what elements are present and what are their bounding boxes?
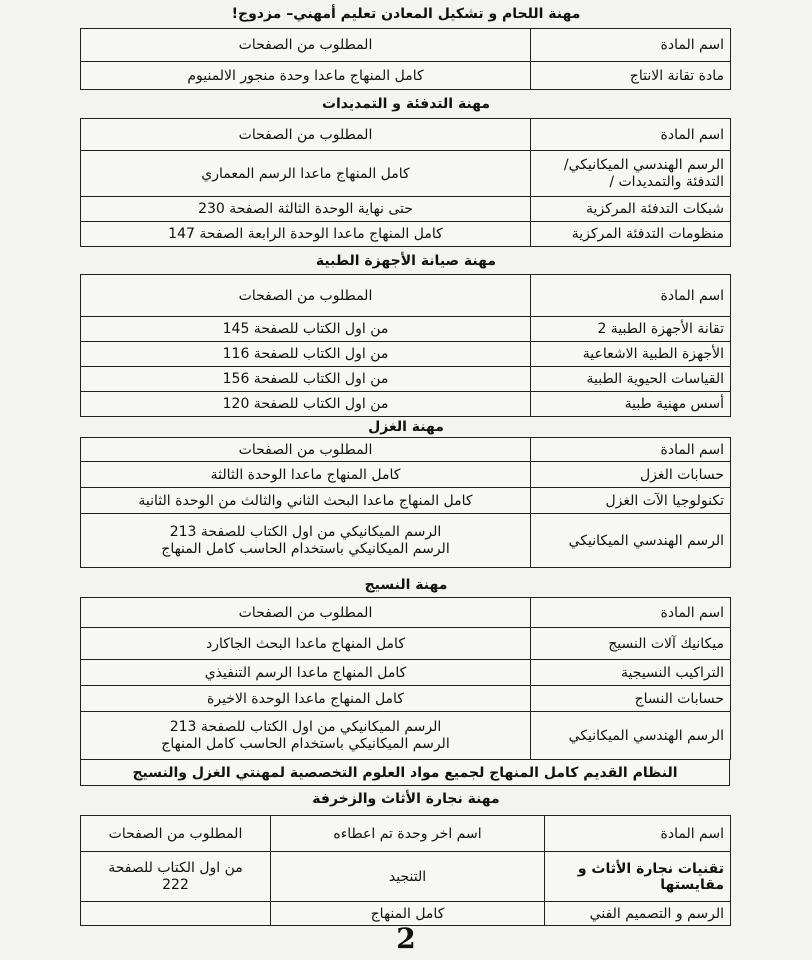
- table-row: [81, 392, 731, 417]
- header-required: المطلوب من الصفحات: [81, 598, 531, 628]
- header-last-unit: اسم اخر وحدة تم اعطاءه: [271, 816, 545, 852]
- subject-cell: تقانة الأجهزة الطبية 2: [531, 317, 731, 342]
- subject-cell: حسابات النساج: [531, 686, 731, 712]
- table-row: [81, 197, 731, 222]
- table-row: [81, 367, 731, 392]
- header-subject: اسم المادة: [545, 816, 731, 852]
- table-header-row: [81, 275, 731, 317]
- header-required: المطلوب من الصفحات: [81, 438, 531, 462]
- header-subject: اسم المادة: [531, 275, 731, 317]
- required-cell: حتى نهاية الوحدة الثالثة الصفحة 230: [81, 197, 531, 222]
- header-required: المطلوب من الصفحات: [81, 275, 531, 317]
- required-cell: من اول الكتاب للصفحة 116: [81, 342, 531, 367]
- table-header-row: [81, 29, 731, 62]
- header-required: المطلوب من الصفحات: [81, 119, 531, 151]
- subject-cell: الرسم و التصميم الفني: [545, 902, 731, 926]
- required-cell: [81, 712, 531, 760]
- table-row: [81, 462, 731, 488]
- heading-welding: مهنة اللحام و تشكيل المعادن تعليم أمهني– مزدوج!: [231, 6, 581, 22]
- table-row: [81, 852, 731, 902]
- subject-cell: القياسات الحيوية الطبية: [531, 367, 731, 392]
- subject-cell: الرسم الهندسي الميكانيكي: [531, 712, 731, 760]
- table-row: [81, 342, 731, 367]
- header-required: المطلوب من الصفحات: [81, 29, 531, 62]
- required-line: الرسم الميكانيكي باستخدام الحاسب كامل المنهاج: [161, 735, 450, 752]
- header-subject: اسم المادة: [531, 29, 731, 62]
- subject-cell: حسابات الغزل: [531, 462, 731, 488]
- table-welding: [80, 28, 731, 90]
- required-cell: كامل المنهاج ماعدا الوحدة الثالثة: [81, 462, 531, 488]
- required-cell: كامل المنهاج ماعدا الرسم المعماري: [81, 151, 531, 197]
- table-row: [81, 660, 731, 686]
- required-line: الرسم الميكانيكي من اول الكتاب للصفحة 213: [169, 718, 442, 735]
- subject-cell: تقنيات نجارة الأثاث و مقايستها: [545, 852, 731, 902]
- table-header-row: [81, 119, 731, 151]
- header-subject: اسم المادة: [531, 119, 731, 151]
- subject-cell: الرسم الهندسي الميكانيكي: [531, 514, 731, 568]
- note-box: [80, 759, 730, 786]
- table-header-row: [81, 438, 731, 462]
- subject-cell: منظومات التدفئة المركزية: [531, 222, 731, 247]
- note-text: النظام القديم كامل المنهاج لجميع مواد العلوم التخصصية لمهنتي الغزل والنسيج: [81, 760, 730, 786]
- required-line: من اول الكتاب للصفحة: [108, 859, 243, 876]
- table-spinning: [80, 437, 731, 568]
- required-cell: من اول الكتاب للصفحة 120: [81, 392, 531, 417]
- table-heating: [80, 118, 731, 247]
- table-medical: [80, 274, 731, 417]
- table-header-row: [81, 816, 731, 852]
- heading-medical: مهنة صيانة الأجهزة الطبية: [315, 253, 497, 269]
- table-row: [81, 628, 731, 660]
- required-cell: كامل المنهاج ماعدا البحث الثاني والثالث من الوحدة الثانية: [81, 488, 531, 514]
- heading-weaving: مهنة النسيج: [364, 577, 448, 593]
- header-subject: اسم المادة: [531, 598, 731, 628]
- required-cell: [81, 514, 531, 568]
- table-row: [81, 686, 731, 712]
- last-unit-cell: كامل المنهاج: [271, 902, 545, 926]
- required-cell: كامل المنهاج ماعدا الرسم التنفيذي: [81, 660, 531, 686]
- required-cell: من اول الكتاب للصفحة 145: [81, 317, 531, 342]
- required-cell: كامل المنهاج ماعدا الوحدة الرابعة الصفحة 147: [81, 222, 531, 247]
- subject-cell: مادة تقانة الانتاج: [531, 62, 731, 90]
- table-row: [81, 62, 731, 90]
- subject-cell: أسس مهنية طبية: [531, 392, 731, 417]
- page-number: 2: [396, 922, 416, 955]
- required-cell: كامل المنهاج ماعدا الوحدة الاخيرة: [81, 686, 531, 712]
- subject-line: التدفئة والتمديدات /: [609, 173, 724, 190]
- subject-cell: ميكانيك آلات النسيج: [531, 628, 731, 660]
- subject-line: الرسم الهندسي الميكانيكي/: [563, 156, 724, 173]
- table-row: [81, 222, 731, 247]
- required-line: 222: [162, 876, 189, 893]
- required-cell: كامل المنهاج ماعدا البحث الجاكارد: [81, 628, 531, 660]
- header-subject: اسم المادة: [531, 438, 731, 462]
- subject-cell: شبكات التدفئة المركزية: [531, 197, 731, 222]
- heading-furniture: مهنة نجارة الأثاث والزخرفة: [312, 791, 500, 807]
- heading-heating: مهنة التدفئة و التمديدات: [321, 96, 491, 112]
- last-unit-cell: التنجيد: [271, 852, 545, 902]
- required-cell: [81, 852, 271, 902]
- required-cell: من اول الكتاب للصفحة 156: [81, 367, 531, 392]
- required-line: الرسم الميكانيكي من اول الكتاب للصفحة 213: [169, 523, 442, 540]
- subject-cell: تكنولوجيا الآت الغزل: [531, 488, 731, 514]
- subject-cell: الأجهزة الطبية الاشعاعية: [531, 342, 731, 367]
- required-line: الرسم الميكانيكي باستخدام الحاسب كامل المنهاج: [161, 540, 450, 557]
- table-row: [81, 151, 731, 197]
- table-row: [81, 488, 731, 514]
- required-cell: كامل المنهاج ماعدا وحدة منجور الالمنيوم: [81, 62, 531, 90]
- table-row: [81, 317, 731, 342]
- table-row: [81, 712, 731, 760]
- table-header-row: [81, 598, 731, 628]
- table-furniture: [80, 815, 731, 926]
- table-row: [81, 514, 731, 568]
- subject-cell: [531, 151, 731, 197]
- heading-spinning: مهنة الغزل: [368, 419, 444, 435]
- subject-cell: التراكيب النسيجية: [531, 660, 731, 686]
- header-required: المطلوب من الصفحات: [81, 816, 271, 852]
- table-weaving: [80, 597, 731, 760]
